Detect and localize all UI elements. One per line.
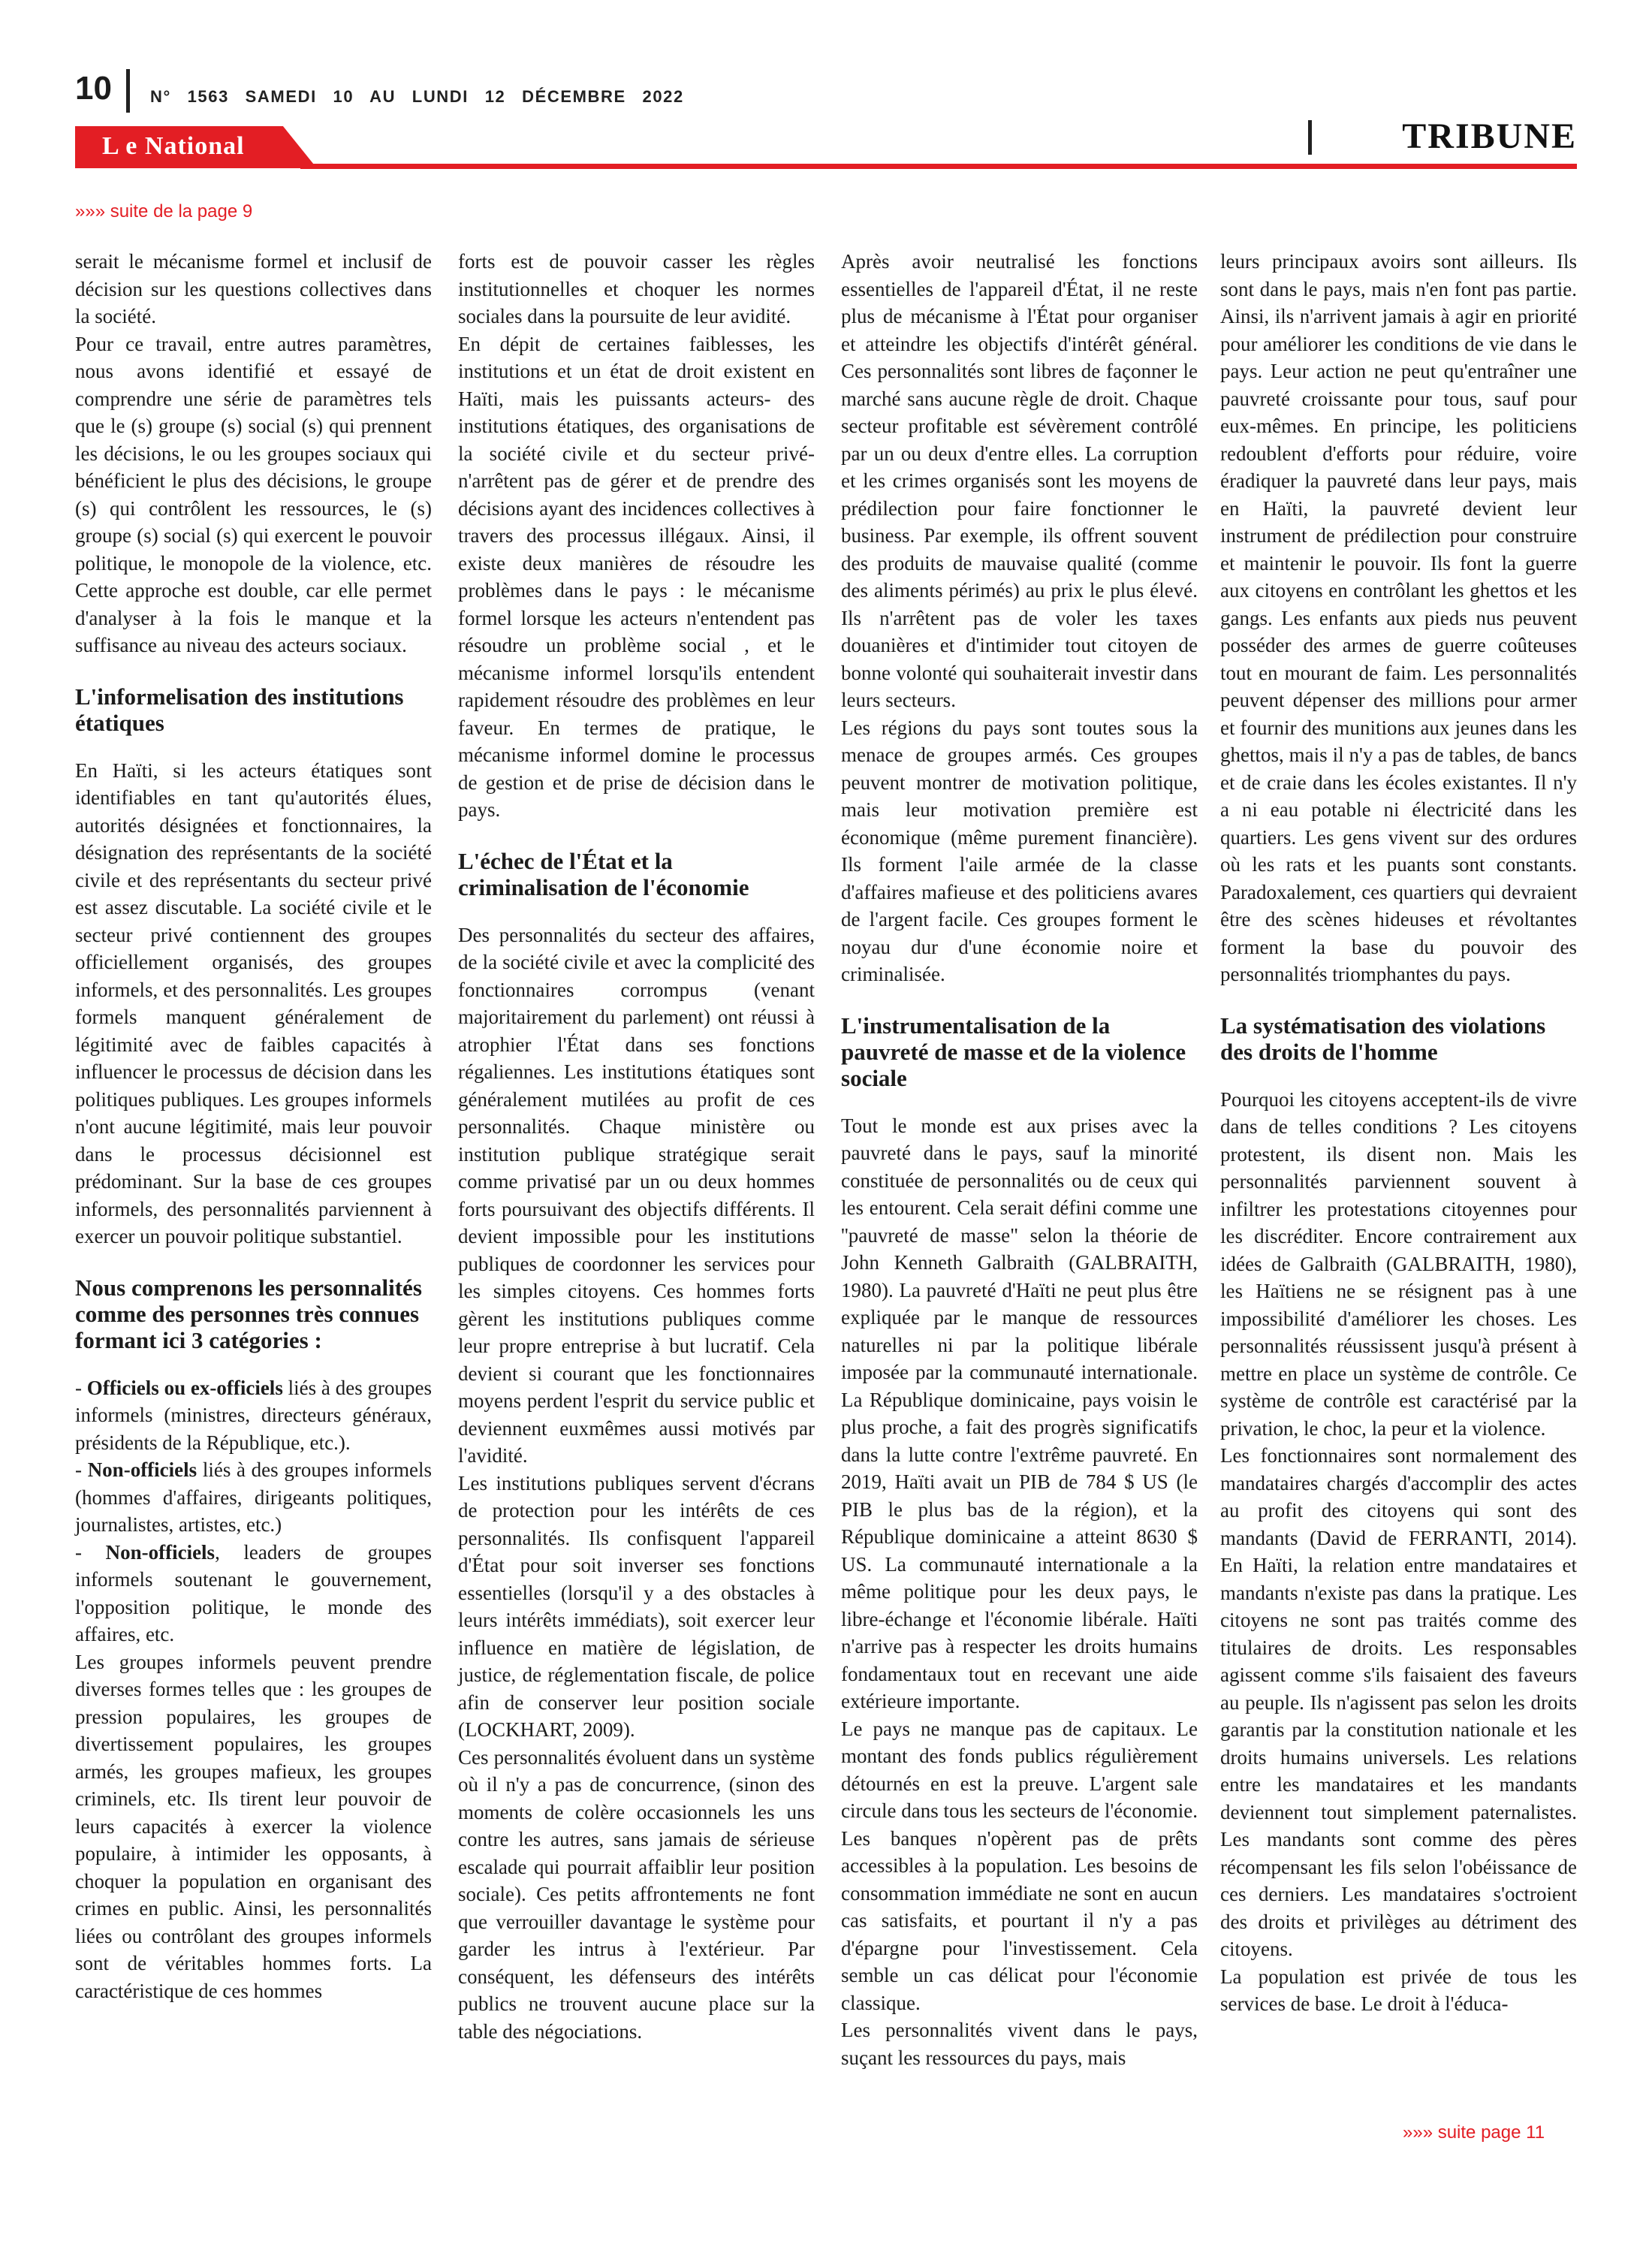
paragraph: Les institutions publiques servent d'écrans de protection pour les intérêts de ces personnalités. Ils confisquent l'appareil d'État pour soit inverser ses fonctions essentielles (lorsqu'il y a des obstacles à leurs intérêts immédiats), soit exercer leur influence en matière de législation, de justice, de réglementation fiscale, de police afin de conserver leur position sociale (LOCKHART, 2009). — [458, 1471, 815, 1741]
page-number: 10 — [75, 70, 112, 107]
list-item-text: liés à des groupes informels (hommes d'affaires, dirigeants politiques, journalistes, artistes, etc.) — [75, 1458, 432, 1536]
paragraph: Les régions du pays sont toutes sous la menace de groupes armés. Ces groupes peuvent montrer de motivation politique, mais leur motivation première est économique (même purement financière). Ils forment l'aile armée de la classe d'affaires mafieuse et des politiciens avares de l'argent facile. Ces groupes forment le noyau dur d'une économie noire et criminalisée. — [841, 716, 1198, 985]
list-item-text: , leaders de groupes informels soutenant le gouvernement, l'opposition politique, le monde des affaires, etc. — [75, 1540, 432, 1645]
paragraph: leurs principaux avoirs sont ailleurs. Ils sont dans le pays, mais n'en font pas partie. Ainsi, ils n'arrivent jamais à agir en priorité pour améliorer les conditions de vie dans le pays. Leur action ne peut qu'entraîner une pauvreté croissante pour tous, sauf pour eux-mêmes. En principe, les politiciens redoublent d'efforts pour réduire, voire éradiquer la pauvreté dans leur pays, mais en Haïti, la pauvreté devient leur instrument de prédilection pour construire et maintenir le pouvoir. Ils font la guerre aux citoyens en contrôlant les ghettos et les gangs. Les enfants aux pieds nus peuvent posséder des armes de guerre coûteuses tout en mourant de faim. Les personnalités peuvent dépenser des millions pour armer et fournir des munitions aux jeunes dans les ghettos, mais il n'y a pas de tables, de bancs et de craie dans les écoles existantes. Il n'y a ni eau potable ni électricité dans les quartiers. Les gens vivent sur des ordures où les rats et les puants sont constants. Paradoxalement, ces quartiers qui devraient être des scènes hideuses et révoltantes forment la base du pouvoir des personnalités triomphantes du pays. — [1220, 250, 1577, 985]
list-item-lead: Officiels ou ex-officiels — [86, 1376, 283, 1399]
article-column-3 — [841, 248, 1198, 2071]
list-item-text: liés à des groupes informels (ministres, directeurs généraux, présidents de la République, etc.). — [75, 1376, 432, 1454]
list-item: - Non-officiels, leaders de groupes informels soutenant le gouvernement, l'opposition politique, le monde des affaires, etc. — [75, 1540, 432, 1645]
article-column-4 — [1220, 248, 1577, 2018]
section-heading: La systématisation des violations des droits de l'homme — [1220, 1012, 1546, 1065]
list-item: - Non-officiels liés à des groupes informels (hommes d'affaires, dirigeants politiques, journalistes, artistes, etc.) — [75, 1458, 432, 1536]
brand-name: L e National — [102, 132, 245, 160]
section-heading: Nous comprenons les personnalités comme des personnes très connues formant ici 3 catégories : — [75, 1274, 422, 1353]
list-item: - Officiels ou ex-officiels liés à des groupes informels (ministres, directeurs généraux, présidents de la République, etc.). — [75, 1376, 432, 1454]
paragraph: La population est privée de tous les services de base. Le droit à l'éduca- — [1220, 1965, 1577, 2015]
section-heading: L'échec de l'État et la criminalisation de l'économie — [458, 847, 749, 900]
paragraph: En dépit de certaines faiblesses, les institutions et un état de droit existent en Haïti, mais les puissants acteurs- des institutions étatiques, des organisations de la société civile et du secteur privé- n'arrêtent pas de gérer et de prendre des décisions ayant des incidences collectives à travers des processus illégaux. Ainsi, il existe deux manières de résoudre les problèmes dans le pays : le mécanisme formel lorsque les acteurs n'entendent pas résoudre un problème social , et le mécanisme informel lorsqu'ils entendent rapidement résoudre des problèmes en leur faveur. En termes de pratique, le mécanisme informel domine le processus de gestion et de prise de décision dans le pays. — [458, 332, 815, 821]
section-title: TRIBUNE — [1402, 116, 1577, 156]
paragraph: serait le mécanisme formel et inclusif de décision sur les questions collectives dans la société. — [75, 250, 432, 327]
section-heading: L'instrumentalisation de la pauvreté de masse et de la violence sociale — [841, 1012, 1186, 1091]
paragraph: Les groupes informels peuvent prendre diverses formes telles que : les groupes de pression populaires, les groupes de divertissement populaires, les groupes armés, les groupes mafieux, les groupes criminels, etc. Ils tirent leur pouvoir de leurs capacités à exercer la violence populaire, à intimider les opposants, à choquer la population en organisant des crimes en public. Ainsi, les personnalités liées ou contrôlant des groupes informels sont de véritables hommes forts. La caractéristique de ces hommes — [75, 1650, 432, 2002]
paragraph: Le pays ne manque pas de capitaux. Le montant des fonds publics régulièrement détournés en est la preuve. L'argent sale circule dans tous les secteurs de l'économie. Les banques n'opèrent pas de prêts accessibles à la population. Les besoins de consommation immédiate ne sont en aucun cas satisfaits, et pourtant il n'y a pas d'épargne pour l'investissement. Cela semble un cas délicat pour l'économie classique. — [841, 1717, 1198, 2014]
continued-to-link[interactable]: »»» suite page 11 — [1403, 2122, 1545, 2143]
paragraph: Pourquoi les citoyens acceptent-ils de vivre dans de telles conditions ? Les citoyens protestent, ils disent non. Mais les personnalités parviennent souvent à infiltrer les protestations citoyennes pour les discréditer. Encore contrairement aux idées de Galbraith (GALBRAITH, 1980), les Haïtiens ne se résignent pas à une impossibilité d'améliorer les choses. Les personnalités réussissent jusqu'à présent à mettre en place un système de contrôle. Ce système de contrôle est caractérisé par la privation, le choc, la peur et la violence. — [1220, 1087, 1577, 1440]
list-item-lead: Non-officiels — [87, 1458, 197, 1481]
paragraph: forts est de pouvoir casser les règles institutionnelles et choquer les normes sociales dans la poursuite de leur avidité. — [458, 250, 815, 327]
paragraph: En Haïti, si les acteurs étatiques sont identifiables en tant qu'autorités élues, autorités désignées et fonctionnaires, la désignation des représentants de la société civile et des représentants du secteur privé est assez discutable. La société civile et le secteur privé contiennent des groupes officiellement organisés, des groupes informels, et des personnalités. Les groupes formels manquent généralement de légitimité avec de faibles capacités à influencer le processus de décision dans les politiques publiques. Les groupes informels n'ont aucune légitimité, mais leur pouvoir dans le processus décisionnel est prédominant. Sur la base de ces groupes informels, des personnalités parviennent à exercer un pouvoir politique substantiel. — [75, 759, 432, 1247]
section-divider — [1308, 120, 1312, 155]
continued-from-link[interactable]: »»» suite de la page 9 — [75, 201, 253, 222]
paragraph: Tout le monde est aux prises avec la pauvreté dans le pays, sauf la minorité constituée de personnalités ou de ceux qui les entourent. Cela serait défini comme une ''pauvreté de masse" selon la théorie de John Kenneth Galbraith (GALBRAITH, 1980). La pauvreté d'Haïti ne peut plus être expliquée par le manque de ressources naturelles ni par la politique libérale imposée par la communauté internationale. La République dominicaine, pays voisin le plus proche, a fait des progrès significatifs dans la lutte contre l'extrême pauvreté. En 2019, Haïti avait un PIB de 784 $ US (le PIB le plus bas de la région), et la République dominicaine a atteint 8630 $ US. La communauté internationale a la même politique pour les deux pays, le libre-échange et l'économie libérale. Haïti n'arrive pas à respecter les droits humains fondamentaux tout en recevant une aide extérieure importante. — [841, 1114, 1198, 1712]
paragraph: Après avoir neutralisé les fonctions essentielles de l'appareil d'État, il ne reste plus de mécanisme à l'État pour organiser et atteindre les objectifs d'intérêt général. Ces personnalités sont libres de façonner le marché sans aucune règle de droit. Chaque secteur profitable est sévèrement contrôlé par un ou deux d'entre elles. La corruption et les crimes organisés sont les moyens de prédilection pour faire fonctionner le business. Par exemple, ils offrent souvent des produits de mauvaise qualité (comme des aliments périmés) au prix le plus élevé. Ils n'arrêtent pas de voler les taxes douanières et d'intimider tout citoyen de bonne volonté qui souhaiterait investir dans leurs secteurs. — [841, 250, 1198, 711]
paragraph: Des personnalités du secteur des affaires, de la société civile et avec la complicité des fonctionnaires corrompus (venant majoritairement du parlement) ont réussi à atrophier l'État dans ses fonctions régaliennes. Les institutions étatiques sont généralement mutilées au profit de ces personnalités. Chaque ministère ou institution publique stratégique serait comme privatisé par un ou deux hommes forts poursuivant des objectifs différents. Il devient impossible pour les institutions publiques de coordonner les services pour les simples citoyens. Ces hommes forts gèrent les institutions publiques comme leur propre entreprise à but lucratif. Cela devient si courant que les fonctionnaires moyens perdent l'esprit du service public et deviennent euxmêmes aussi motivés par l'avidité. — [458, 923, 815, 1467]
article-column-2 — [458, 248, 815, 2045]
paragraph: Les fonctionnaires sont normalement des mandataires chargés d'accomplir des actes au profit des citoyens qui sont des mandants (David de FERRANTI, 2014). En Haïti, la relation entre mandataires et mandants n'existe pas dans la pratique. Les citoyens ne sont pas traités comme des titulaires de droits. Les responsables agissent comme s'ils faisaient des faveurs au peuple. Ils n'agissent pas selon les droits garantis par la constitution nationale et les droits humains universels. Les relations entre les mandataires et les mandants deviennent tout simplement paternalistes. Les mandants sont comme des pères récompensant les fils selon l'obéissance de ces derniers. Les mandataires s'octroient des droits et privilèges au détriment des citoyens. — [1220, 1444, 1577, 1960]
paragraph: Pour ce travail, entre autres paramètres, nous avons identifié et essayé de comprendre une série de paramètres tels que le (s) groupe (s) social (s) qui prennent les décisions, le ou les groupes sociaux qui bénéficient le plus des décisions, le groupe (s) qui contrôlent les ressources, le (s) groupe (s) social (s) qui exercent le pouvoir politique, le monopole de la violence, etc. Cette approche est double, car elle permet d'analyser à la fois le manque et la suffisance au niveau des acteurs sociaux. — [75, 332, 432, 656]
list-item-lead: Non-officiels — [105, 1540, 216, 1564]
header-divider — [126, 69, 130, 113]
issue-date-line: N° 1563 SAMEDI 10 AU LUNDI 12 DÉCEMBRE 2022 — [150, 87, 684, 106]
section-heading: L'informelisation des institutions étatiques — [75, 683, 404, 736]
article-column-1 — [75, 248, 432, 2004]
header-red-rule — [300, 164, 1577, 169]
paragraph: Les personnalités vivent dans le pays, suçant les ressources du pays, mais — [841, 2019, 1198, 2069]
paragraph: Ces personnalités évoluent dans un système où il n'y a pas de concurrence, (sinon des moments de colère occasionnels les uns contre les autres, sans jamais de sérieuse escalade qui pourrait affaiblir leur position sociale). Ces petits affrontements ne font que verrouiller davantage le système pour garder les intrus à l'extérieur. Par conséquent, les défenseurs des intérêts publics ne trouvent aucune place sur la table des négociations. — [458, 1745, 815, 2043]
